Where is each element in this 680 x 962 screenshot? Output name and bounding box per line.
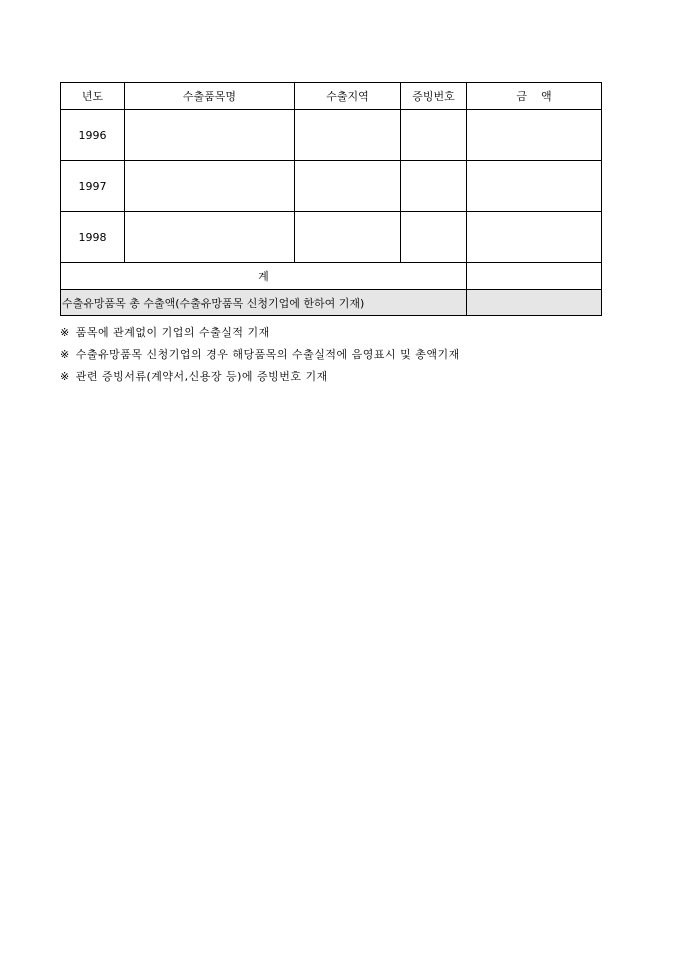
row-region-cell[interactable] xyxy=(295,161,401,212)
table-row xyxy=(61,212,602,263)
promising-total-amount-cell[interactable] xyxy=(467,290,602,316)
table-row xyxy=(61,110,602,161)
export-performance-table xyxy=(60,82,602,316)
row-evidence-no-cell[interactable] xyxy=(401,161,467,212)
table-header-row xyxy=(61,83,602,110)
row-year: 1996 xyxy=(61,110,125,161)
row-year: 1998 xyxy=(61,212,125,263)
header-amount xyxy=(467,83,602,110)
total-amount-cell[interactable] xyxy=(467,263,602,290)
row-amount-cell[interactable] xyxy=(467,161,602,212)
header-evidence-no: 증빙번호 xyxy=(401,83,467,110)
notes-list xyxy=(60,322,620,388)
row-amount-cell[interactable] xyxy=(467,110,602,161)
row-region-cell[interactable] xyxy=(295,110,401,161)
row-region-cell[interactable] xyxy=(295,212,401,263)
row-amount-cell[interactable] xyxy=(467,212,602,263)
row-item-name-cell[interactable] xyxy=(125,161,295,212)
header-region: 수출지역 xyxy=(295,83,401,110)
row-evidence-no-cell[interactable] xyxy=(401,110,467,161)
total-label: 계 xyxy=(61,263,467,290)
note-text: 품목에 관계없이 기업의 수출실적 기재 xyxy=(75,326,270,339)
reference-mark: ※ xyxy=(60,326,70,339)
header-item-name: 수출품목명 xyxy=(125,83,295,110)
row-item-name-cell[interactable] xyxy=(125,212,295,263)
reference-mark: ※ xyxy=(60,348,70,361)
header-amount-label: 금 액 xyxy=(516,90,552,103)
row-year: 1997 xyxy=(61,161,125,212)
table-row xyxy=(61,161,602,212)
total-row xyxy=(61,263,602,290)
header-year: 년도 xyxy=(61,83,125,110)
promising-total-row xyxy=(61,290,602,316)
note-item xyxy=(60,344,620,366)
note-item xyxy=(60,366,620,388)
row-evidence-no-cell[interactable] xyxy=(401,212,467,263)
note-item xyxy=(60,322,620,344)
reference-mark: ※ xyxy=(60,370,70,383)
row-item-name-cell[interactable] xyxy=(125,110,295,161)
note-text: 관련 증빙서류(계약서,신용장 등)에 증빙번호 기재 xyxy=(75,370,328,383)
note-text: 수출유망품목 신청기업의 경우 해당품목의 수출실적에 음영표시 및 총액기재 xyxy=(75,348,460,361)
promising-total-label: 수출유망품목 총 수출액(수출유망품목 신청기업에 한하여 기재) xyxy=(61,290,467,316)
